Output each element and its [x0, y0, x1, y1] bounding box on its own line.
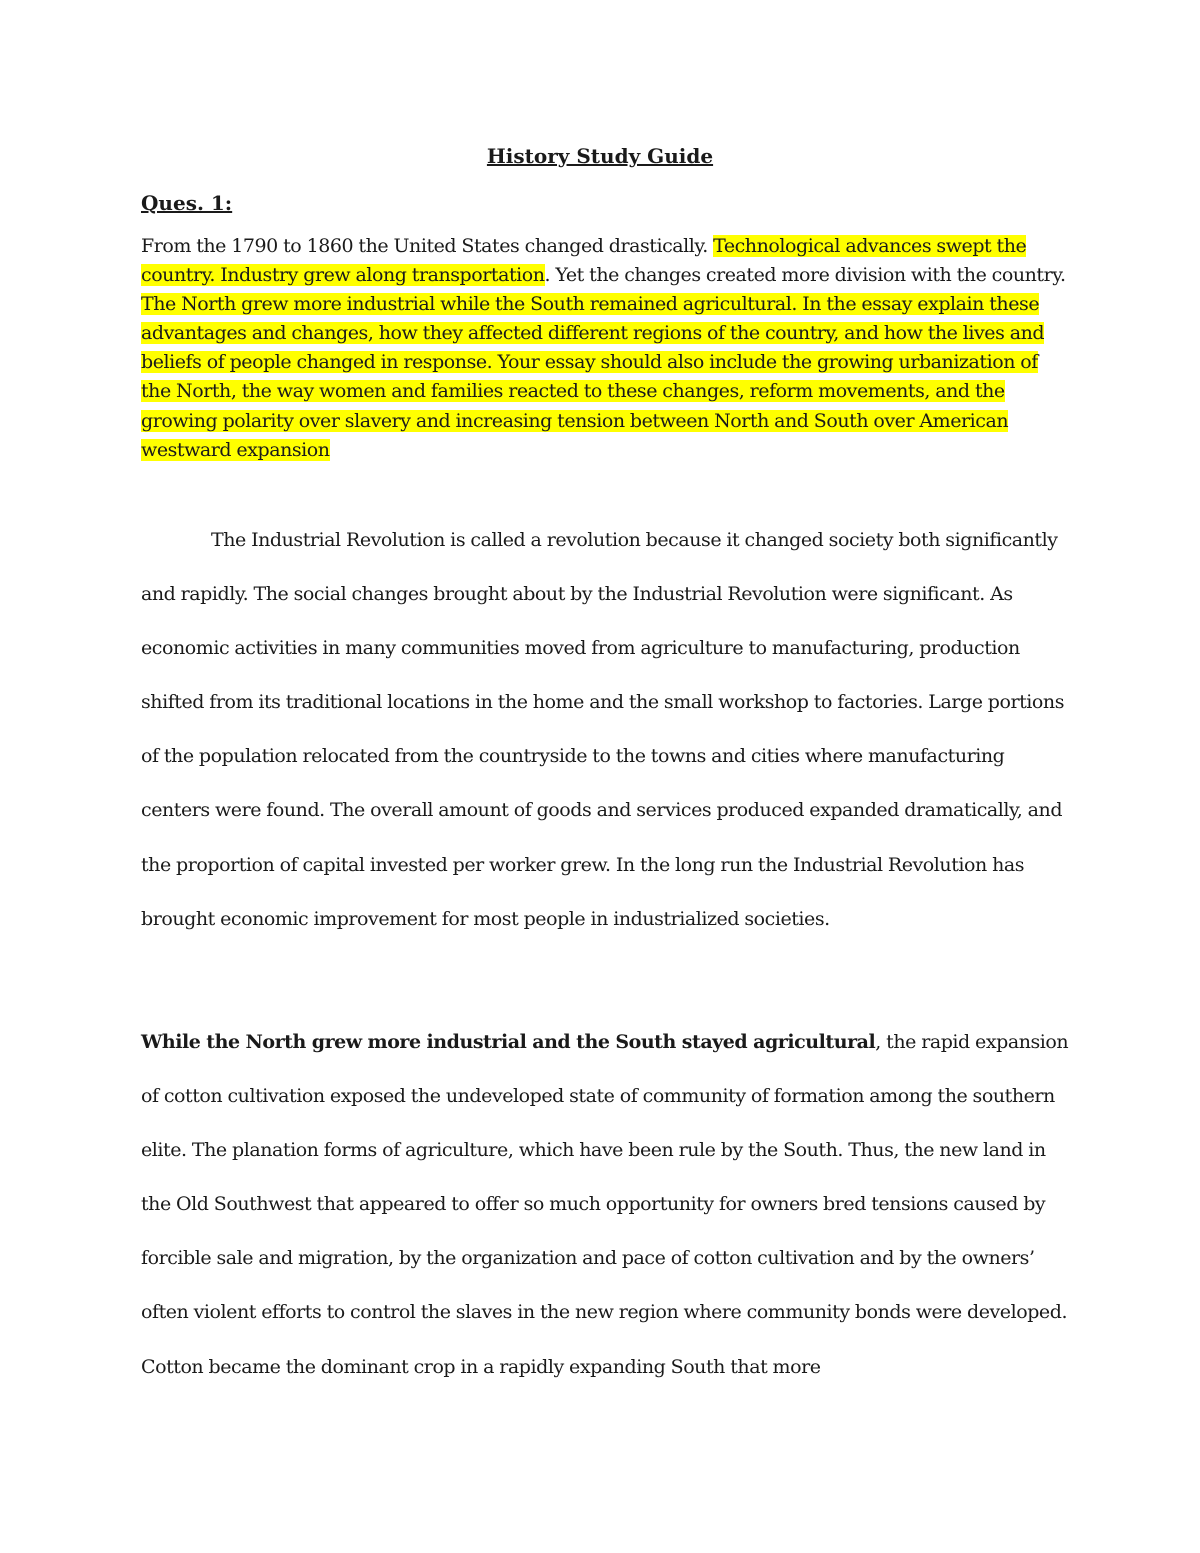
prompt-highlight: Technological advances swept the country. Industry grew along transportation — [141, 235, 1027, 287]
question-label: Ques. 1: — [141, 191, 233, 215]
prompt-text-plain: . Yet the changes created more division with the country. — [544, 264, 1066, 287]
prompt-highlight: The North grew more industrial while the South remained agricultural. In the essay explain these advantages and changes, how they affected different regions of the country, and how the lives and beliefs of people changed in response. Your essay should also include the growing urbanization of the North, the way women and families reacted to these changes, reform movements, and the growing polarity over slavery and increasing tension between North and South over American westward expansion — [141, 293, 1045, 461]
paragraph-text: , the rapid expansion of cotton cultivation exposed the undeveloped state of community of formation among the southern elite. The planation forms of agriculture, which have been rule by the South. Thus, the new land in the Old Southwest that appeared to offer so much opportunity for owners bred tensions caused by forcible sale and migration, by the organization and pace of cotton cultivation and by the owners’ often violent efforts to control the slaves in the new region where community bonds were developed. Cotton became the dominant crop in a rapidly expanding South that more — [141, 1031, 1069, 1378]
prompt-text-plain: From the 1790 to 1860 the United States changed drastically. — [141, 235, 714, 257]
essay-paragraph: The Industrial Revolution is called a revolution because it changed society both significantly and rapidly. The social changes brought about by the Industrial Revolution were significant. As economic activities in many communities moved from agriculture to manufacturing, production shifted from its traditional locations in the home and the small workshop to factories. Large portions of the population relocated from the countryside to the towns and cities where manufacturing centers were found. The overall amount of goods and services produced expanded dramatically, and the proportion of capital invested per worker grew. In the long run the Industrial Revolution has brought economic improvement for most people in industrialized societies. — [141, 529, 1065, 930]
essay-paragraph — [141, 1015, 1071, 1394]
document-title: History Study Guide — [486, 144, 714, 168]
question-prompt — [141, 232, 1071, 465]
paragraph-bold-lead: While the North grew more industrial and the South stayed agricultural — [141, 1031, 876, 1053]
